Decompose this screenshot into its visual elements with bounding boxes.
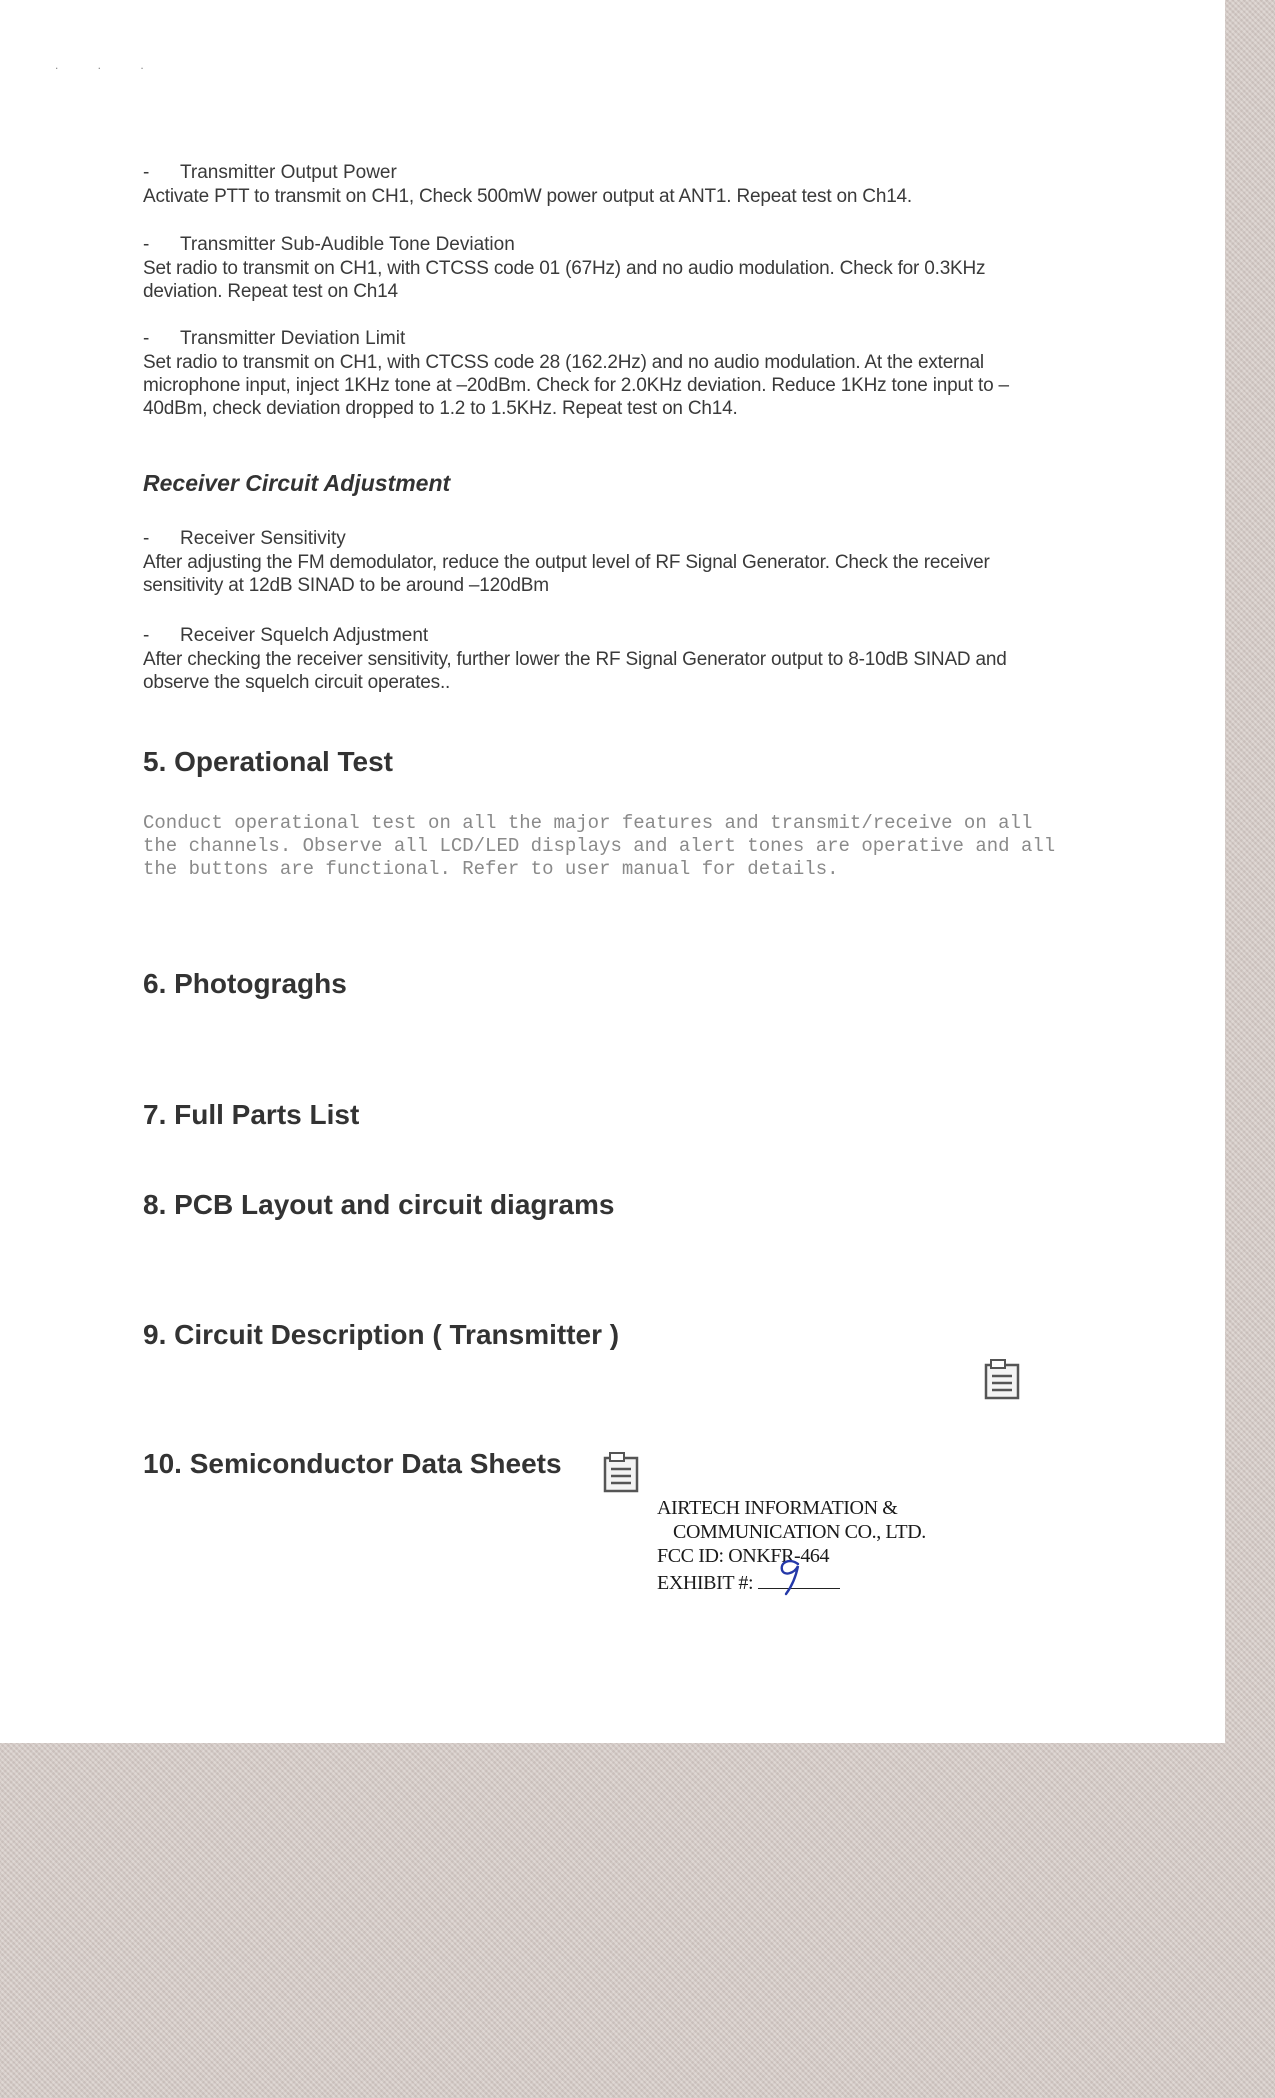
- stamp-exhibit: [657, 1568, 926, 1595]
- note-icon[interactable]: [983, 1357, 1023, 1406]
- item-heading: - Transmitter Sub-Audible Tone Deviation: [143, 234, 515, 255]
- item-body-line: After adjusting the FM demodulator, reduce the output level of RF Signal Generator. Check the receiver: [143, 552, 990, 573]
- item-heading: - Transmitter Deviation Limit: [143, 328, 406, 349]
- operational-test-line: the channels. Observe all LCD/LED displays and alert tones are operative and all: [143, 835, 1056, 857]
- operational-test-line: the buttons are functional. Refer to user manual for details.: [143, 858, 839, 880]
- item-body: Activate PTT to transmit on CH1, Check 500mW power output at ANT1. Repeat test on Ch14.: [143, 186, 913, 207]
- stamp-line-company: AIRTECH INFORMATION &: [657, 1497, 898, 1519]
- item-body-line: observe the squelch circuit operates..: [143, 672, 451, 693]
- exhibit-field: [758, 1568, 840, 1589]
- item-body-line: Set radio to transmit on CH1, with CTCSS code 01 (67Hz) and no audio modulation. Check for 0.3KHz: [143, 258, 986, 279]
- tx-deviation-limit-item: [143, 327, 1073, 420]
- stamp-fcc-id: FCC ID: ONKFR-464: [657, 1545, 830, 1567]
- item-body-line: sensitivity at 12dB SINAD to be around –120dBm: [143, 575, 549, 596]
- receiver-section-title: Receiver Circuit Adjustment: [143, 470, 451, 496]
- section-photographs: 6. Photograghs: [143, 968, 347, 999]
- operational-test-line: Conduct operational test on all the major features and transmit/receive on all: [143, 812, 1033, 834]
- item-heading: - Transmitter Output Power: [143, 162, 397, 183]
- item-heading: - Receiver Sensitivity: [143, 528, 346, 549]
- operational-test-body: [143, 812, 1073, 881]
- section-circuit-description: 9. Circuit Description ( Transmitter ): [143, 1319, 620, 1350]
- note-icon-graphic: [983, 1357, 1023, 1401]
- item-body-line: deviation. Repeat test on Ch14: [143, 281, 398, 302]
- tx-output-power-item: [143, 161, 1073, 208]
- item-body-line: 40dBm, check deviation dropped to 1.2 to 1.5KHz. Repeat test on Ch14.: [143, 398, 738, 419]
- section-pcb-layout: 8. PCB Layout and circuit diagrams: [143, 1189, 615, 1220]
- exhibit-label: EXHIBIT #:: [657, 1572, 754, 1594]
- operational-test-title: 5. Operational Test: [143, 746, 393, 777]
- item-heading: - Receiver Squelch Adjustment: [143, 625, 429, 646]
- tx-tone-deviation-item: [143, 233, 1073, 303]
- rx-squelch-item: [143, 624, 1073, 694]
- item-body-line: After checking the receiver sensitivity, further lower the RF Signal Generator output to 8-10dB SINAD and: [143, 649, 1007, 670]
- company-stamp: [657, 1496, 926, 1595]
- stamp-line-company-2: COMMUNICATION CO., LTD.: [673, 1521, 926, 1543]
- note-icon[interactable]: [602, 1450, 642, 1499]
- note-icon-graphic: [602, 1450, 642, 1494]
- section-parts-list: 7. Full Parts List: [143, 1099, 360, 1130]
- item-body-line: Set radio to transmit on CH1, with CTCSS code 28 (162.2Hz) and no audio modulation. At the external: [143, 352, 984, 373]
- scan-specks: . . .: [55, 58, 162, 72]
- item-body-line: microphone input, inject 1KHz tone at –20dBm. Check for 2.0KHz deviation. Reduce 1KHz tone input to –: [143, 375, 1009, 396]
- handwritten-exhibit-number: [772, 1556, 812, 1596]
- rx-sensitivity-item: [143, 527, 1073, 597]
- section-data-sheets: 10. Semiconductor Data Sheets: [143, 1448, 562, 1479]
